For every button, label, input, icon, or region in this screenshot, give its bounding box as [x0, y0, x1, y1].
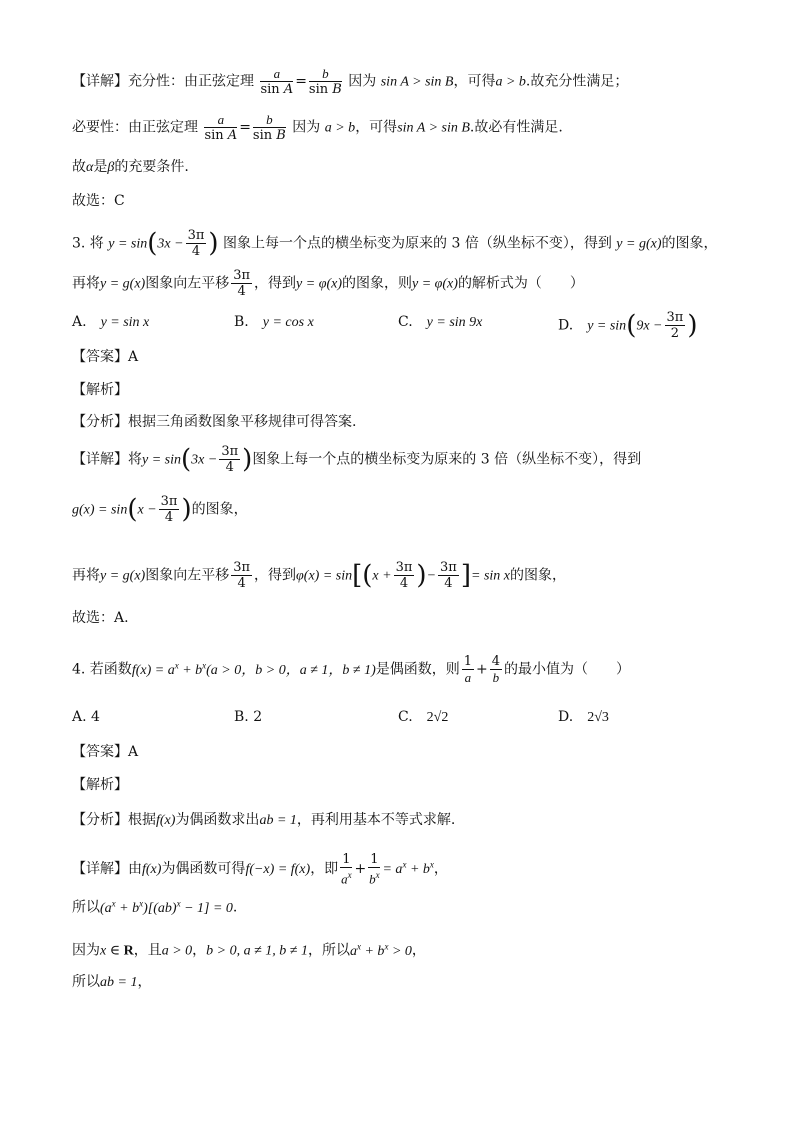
text: ，可得 — [355, 119, 398, 136]
text: 4. 若函数 — [72, 661, 132, 678]
q4-detail-line3: 因为x ∈ R，且a > 0，b > 0, a ≠ 1, b ≠ 1，所以$a^x + b^x > 0$， — [72, 941, 426, 959]
text: ，得到 — [254, 567, 297, 584]
fraction: $\frac{b}{\text{sin B}}$ — [252, 112, 286, 143]
q3-fenxi: 【分析】根据三角函数图象平移规律可得答案. — [72, 414, 357, 430]
q3-stem-line1: 3. 将 y = sin(3x − $\frac{3\pi}{4}$ ) 图象上每一个点的横坐标变为原来的 3 倍（纵坐标不变），得到 y = g(x)的图象， — [72, 228, 718, 259]
q3-stem-line2: 再将y = g(x)图象向左平移 $\frac{3\pi}{4}$ ，得到y = φ(x)的图象，则y = φ(x)的解析式为（ ） — [72, 268, 584, 299]
text: 的图象， — [510, 567, 567, 584]
q4-fenxi: 【分析】根据f(x)为偶函数求出ab = 1，再利用基本不等式求解. — [72, 812, 456, 828]
text: 因为 — [348, 73, 377, 90]
text: 为偶函数求出 — [175, 812, 260, 828]
text: 图象向左平移 — [145, 275, 230, 292]
text: 的图象，则 — [341, 275, 412, 292]
text: 的解析式为（ ） — [457, 275, 584, 292]
text: 的图象， — [661, 235, 718, 252]
choose-line: 故选：C — [72, 193, 125, 209]
text: 图象上每一个点的横坐标变为原来的 3 倍（纵坐标不变），得到 — [223, 235, 612, 252]
q4-detail-line1: 【详解】由f(x)为偶函数可得f(−x) = f(x)，即 $\frac{1}{a^x}$ + $\frac{1}{b^x}$ = $a^x + b^x$， — [72, 852, 448, 887]
text: 必要性：由正弦定理 — [72, 119, 198, 136]
text: 图象向左平移 — [145, 567, 230, 584]
fraction: $\frac{3\pi}{4}$ — [233, 268, 251, 299]
text: 的最小值为（ ） — [504, 661, 631, 678]
conclusion-line: 故α是β的充要条件. — [72, 159, 189, 175]
text: 【详解】充分性：由正弦定理 — [72, 73, 254, 90]
q4-option-d: D. 2√3 — [558, 709, 609, 725]
text: 为偶函数可得 — [161, 861, 246, 878]
text: .故充分性满足； — [525, 73, 629, 90]
text: ，所以 — [307, 942, 350, 959]
fraction: $\frac{b}{\text{sin B}}$ — [308, 66, 342, 97]
text: 是 — [93, 159, 108, 175]
q4-option-a: A. 4 — [72, 709, 100, 725]
text: 的图象， — [191, 501, 248, 518]
q4-stem: 4. 若函数$f(x) = a^x + b^x(a > 0$，b > 0，a ≠ 1，b ≠ 1)是偶函数，则 $\frac{1}{a}$ + $\frac{4}{b}$ 的最小值为（ ） — [72, 654, 631, 685]
q3-analysis-label: 【解析】 — [72, 382, 128, 398]
sufficiency-line: 【详解】充分性：由正弦定理 $\frac{a}{\text{sin A}}$ = $\frac{b}{\text{sin B}}$ 因为 sin A > sin B，可得a > b.故充分性满足； — [72, 66, 629, 97]
text: 的充要条件. — [114, 159, 189, 175]
q4-analysis-label: 【解析】 — [72, 777, 128, 793]
q3-detail-line2: g(x) = sin(x − $\frac{3\pi}{4}$ )的图象， — [72, 494, 248, 525]
text: 因为 — [292, 119, 321, 136]
q3-detail-line3: 再将y = g(x)图象向左平移 $\frac{3\pi}{4}$ ，得到φ(x) = sin[(x + $\frac{3\pi}{4}$ )− $\frac{3\pi}{4}$ ]= sin x的图象， — [72, 560, 567, 591]
fraction: $\frac{a}{\text{sin A}}$ — [204, 112, 238, 143]
text: ，再利用基本不等式求解. — [296, 812, 456, 828]
q3-option-b: B. y = cos x — [234, 314, 314, 330]
text: ， — [192, 942, 207, 959]
q3-option-c: C. y = sin 9x — [398, 314, 483, 330]
text: 再将 — [72, 275, 100, 292]
text: 3. 将 — [72, 235, 104, 252]
q4-option-b: B. 2 — [234, 709, 263, 725]
q4-answer: 【答案】A — [72, 744, 139, 760]
text: ，且 — [133, 942, 162, 959]
q4-detail-line4: 所以ab = 1， — [72, 974, 152, 990]
text: 【详解】将 — [72, 451, 142, 468]
q3-option-d: D. y = sin(9x − $\frac{3\pi}{2}$ ) — [558, 310, 698, 341]
text: ，得到 — [254, 275, 297, 292]
necessity-line: 必要性：由正弦定理 $\frac{a}{\text{sin A}}$ = $\frac{b}{\text{sin B}}$ 因为 a > b，可得sin A > sin B.故必有性满足. — [72, 112, 563, 143]
fraction: $\frac{a}{\text{sin A}}$ — [260, 66, 294, 97]
text: ，即 — [310, 861, 339, 878]
text: 所以 — [72, 974, 100, 990]
text: ，可得 — [453, 73, 496, 90]
text: 图象上每一个点的横坐标变为原来的 3 倍（纵坐标不变），得到 — [252, 451, 642, 468]
q3-choose: 故选：A. — [72, 610, 129, 626]
text: 【分析】根据 — [72, 812, 156, 828]
q3-detail-line1: 【详解】将y = sin(3x − $\frac{3\pi}{4}$ )图象上每一个点的横坐标变为原来的 3 倍（纵坐标不变），得到 — [72, 444, 642, 475]
text: 【详解】由 — [72, 861, 142, 878]
text: 故 — [72, 159, 86, 175]
q4-detail-line2: 所以$(a^x + b^x)[(ab)^x - 1] = 0$. — [72, 898, 238, 916]
q3-option-a: A. y = sin x — [72, 314, 150, 330]
fraction: $\frac{3\pi}{4}$ — [187, 228, 205, 259]
text: .故必有性满足. — [469, 119, 563, 136]
q3-answer: 【答案】A — [72, 349, 139, 365]
text: 因为 — [72, 942, 100, 959]
q4-option-c: C. 2√2 — [398, 709, 449, 725]
text: 再将 — [72, 567, 100, 584]
text: 所以 — [72, 899, 100, 916]
text: 是偶函数，则 — [375, 661, 460, 678]
